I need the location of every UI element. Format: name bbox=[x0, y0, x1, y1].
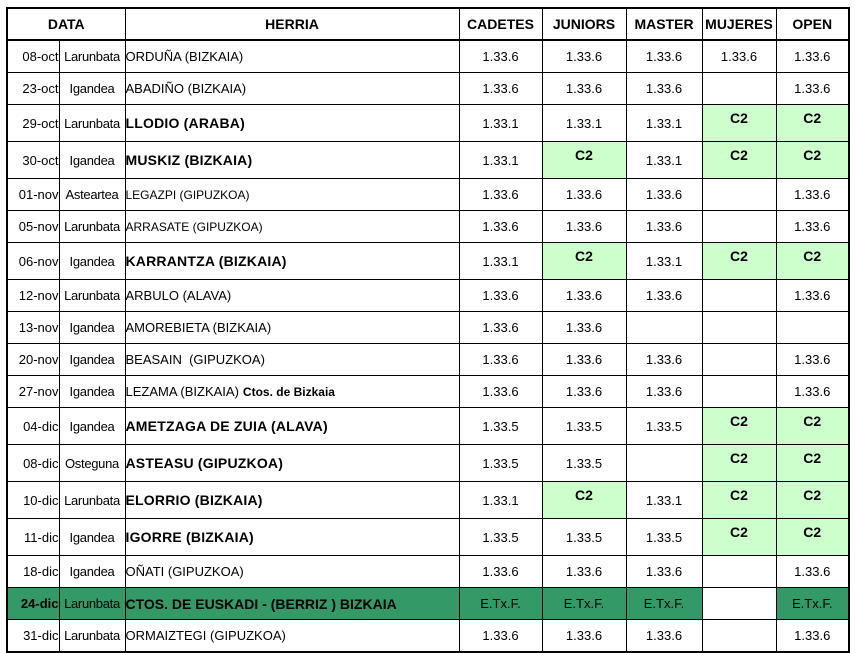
mujeres-cell: C2 bbox=[702, 445, 776, 482]
juniors-cell: 1.33.6 bbox=[542, 179, 626, 211]
juniors-cell: 1.33.6 bbox=[542, 556, 626, 588]
mujeres-cell: C2 bbox=[702, 519, 776, 556]
juniors-cell: 1.33.5 bbox=[542, 519, 626, 556]
open-cell: C2 bbox=[776, 243, 849, 280]
table-row bbox=[7, 344, 849, 376]
location-cell bbox=[125, 211, 459, 243]
location-name: ABADIÑO (BIZKAIA) bbox=[125, 81, 247, 96]
master-cell: 1.33.6 bbox=[626, 40, 702, 73]
master-cell bbox=[626, 312, 702, 344]
open-cell: 1.33.6 bbox=[776, 376, 849, 408]
weekday-cell: Igandea bbox=[59, 73, 125, 105]
location-cell bbox=[125, 142, 459, 179]
table-row bbox=[7, 445, 849, 482]
juniors-cell: 1.33.1 bbox=[542, 105, 626, 142]
location-name: ASTEASU (GIPUZKOA) bbox=[125, 455, 284, 471]
location-cell bbox=[125, 73, 459, 105]
table-row bbox=[7, 376, 849, 408]
juniors-cell: 1.33.6 bbox=[542, 73, 626, 105]
header-cadetes: CADETES bbox=[459, 8, 542, 40]
open-cell: 1.33.6 bbox=[776, 344, 849, 376]
cadetes-cell: 1.33.6 bbox=[459, 280, 542, 312]
master-cell: 1.33.6 bbox=[626, 556, 702, 588]
open-cell: C2 bbox=[776, 105, 849, 142]
master-cell: 1.33.5 bbox=[626, 408, 702, 445]
weekday-cell: Larunbata bbox=[59, 105, 125, 142]
location-name: BEASAIN (GIPUZKOA) bbox=[125, 352, 265, 367]
open-cell: C2 bbox=[776, 482, 849, 519]
date-cell: 12-nov bbox=[7, 280, 59, 312]
mujeres-cell: 1.33.6 bbox=[702, 40, 776, 73]
location-cell bbox=[125, 312, 459, 344]
date-cell: 20-nov bbox=[7, 344, 59, 376]
table-row bbox=[7, 179, 849, 211]
master-cell: 1.33.6 bbox=[626, 73, 702, 105]
location-cell bbox=[125, 280, 459, 312]
mujeres-cell: C2 bbox=[702, 482, 776, 519]
weekday-cell: Larunbata bbox=[59, 482, 125, 519]
open-cell: 1.33.6 bbox=[776, 556, 849, 588]
mujeres-cell: C2 bbox=[702, 105, 776, 142]
mujeres-cell bbox=[702, 211, 776, 243]
master-cell: 1.33.6 bbox=[626, 620, 702, 653]
mujeres-cell bbox=[702, 588, 776, 620]
header-herria: HERRIA bbox=[125, 8, 459, 40]
location-name: KARRANTZA (BIZKAIA) bbox=[125, 253, 287, 269]
master-cell: 1.33.6 bbox=[626, 280, 702, 312]
table-row bbox=[7, 40, 849, 73]
master-cell: 1.33.1 bbox=[626, 105, 702, 142]
cadetes-cell: 1.33.1 bbox=[459, 142, 542, 179]
juniors-cell: 1.33.6 bbox=[542, 376, 626, 408]
open-cell: 1.33.6 bbox=[776, 620, 849, 653]
weekday-cell: Igandea bbox=[59, 243, 125, 280]
weekday-cell: Larunbata bbox=[59, 211, 125, 243]
header-row bbox=[7, 8, 849, 40]
location-name: ARBULO (ALAVA) bbox=[125, 288, 232, 303]
location-cell bbox=[125, 445, 459, 482]
master-cell: E.Tx.F. bbox=[626, 588, 702, 620]
date-cell: 27-nov bbox=[7, 376, 59, 408]
juniors-cell: E.Tx.F. bbox=[542, 588, 626, 620]
juniors-cell: 1.33.5 bbox=[542, 445, 626, 482]
mujeres-cell bbox=[702, 280, 776, 312]
date-cell: 05-nov bbox=[7, 211, 59, 243]
cadetes-cell: E.Tx.F. bbox=[459, 588, 542, 620]
location-name: ARRASATE (GIPUZKOA) bbox=[125, 219, 263, 234]
location-cell bbox=[125, 588, 459, 620]
cadetes-cell: 1.33.1 bbox=[459, 482, 542, 519]
juniors-cell: 1.33.6 bbox=[542, 344, 626, 376]
header-juniors: JUNIORS bbox=[542, 8, 626, 40]
juniors-cell: C2 bbox=[542, 243, 626, 280]
location-cell bbox=[125, 408, 459, 445]
location-cell bbox=[125, 376, 459, 408]
table-row-championship bbox=[7, 588, 849, 620]
table-row bbox=[7, 408, 849, 445]
date-cell: 04-dic bbox=[7, 408, 59, 445]
location-name: OÑATI (GIPUZKOA) bbox=[125, 564, 244, 579]
mujeres-cell: C2 bbox=[702, 408, 776, 445]
date-cell: 30-oct bbox=[7, 142, 59, 179]
location-name: ELORRIO (BIZKAIA) bbox=[125, 492, 263, 508]
date-cell: 06-nov bbox=[7, 243, 59, 280]
cadetes-cell: 1.33.6 bbox=[459, 211, 542, 243]
date-cell: 13-nov bbox=[7, 312, 59, 344]
open-cell bbox=[776, 312, 849, 344]
weekday-cell: Osteguna bbox=[59, 445, 125, 482]
weekday-cell: Larunbata bbox=[59, 280, 125, 312]
race-calendar-table bbox=[6, 7, 850, 653]
master-cell: 1.33.1 bbox=[626, 243, 702, 280]
header-open: OPEN bbox=[776, 8, 849, 40]
cadetes-cell: 1.33.1 bbox=[459, 243, 542, 280]
location-cell bbox=[125, 179, 459, 211]
open-cell: C2 bbox=[776, 142, 849, 179]
location-cell bbox=[125, 556, 459, 588]
table-row bbox=[7, 519, 849, 556]
location-name: CTOS. DE EUSKADI - (BERRIZ ) BIZKAIA bbox=[125, 595, 397, 612]
cadetes-cell: 1.33.6 bbox=[459, 312, 542, 344]
location-name: IGORRE (BIZKAIA) bbox=[125, 529, 254, 545]
open-cell: 1.33.6 bbox=[776, 73, 849, 105]
master-cell: 1.33.6 bbox=[626, 376, 702, 408]
weekday-cell: Igandea bbox=[59, 408, 125, 445]
table-row bbox=[7, 312, 849, 344]
open-cell: C2 bbox=[776, 445, 849, 482]
location-name: LLODIO (ARABA) bbox=[125, 115, 245, 131]
location-cell bbox=[125, 243, 459, 280]
mujeres-cell bbox=[702, 312, 776, 344]
juniors-cell: 1.33.6 bbox=[542, 40, 626, 73]
location-cell bbox=[125, 105, 459, 142]
open-cell: 1.33.6 bbox=[776, 211, 849, 243]
master-cell: 1.33.6 bbox=[626, 211, 702, 243]
date-cell: 11-dic bbox=[7, 519, 59, 556]
juniors-cell: C2 bbox=[542, 482, 626, 519]
location-name: AMETZAGA DE ZUIA (ALAVA) bbox=[125, 418, 328, 434]
header-data: DATA bbox=[7, 8, 125, 40]
location-name: AMOREBIETA (BIZKAIA) bbox=[125, 320, 272, 335]
master-cell: 1.33.1 bbox=[626, 482, 702, 519]
open-cell: E.Tx.F. bbox=[776, 588, 849, 620]
weekday-cell: Larunbata bbox=[59, 588, 125, 620]
location-name: LEZAMA (BIZKAIA) bbox=[125, 384, 239, 399]
location-name: ORDUÑA (BIZKAIA) bbox=[125, 49, 244, 64]
open-cell: 1.33.6 bbox=[776, 179, 849, 211]
table-row bbox=[7, 142, 849, 179]
open-cell: C2 bbox=[776, 519, 849, 556]
cadetes-cell: 1.33.1 bbox=[459, 105, 542, 142]
open-cell: 1.33.6 bbox=[776, 280, 849, 312]
mujeres-cell: C2 bbox=[702, 243, 776, 280]
location-cell bbox=[125, 620, 459, 653]
cadetes-cell: 1.33.6 bbox=[459, 556, 542, 588]
location-name: LEGAZPI (GIPUZKOA) bbox=[125, 187, 250, 202]
cadetes-cell: 1.33.5 bbox=[459, 445, 542, 482]
date-cell: 31-dic bbox=[7, 620, 59, 653]
mujeres-cell: C2 bbox=[702, 142, 776, 179]
juniors-cell: 1.33.6 bbox=[542, 280, 626, 312]
weekday-cell: Igandea bbox=[59, 344, 125, 376]
table-row bbox=[7, 280, 849, 312]
date-cell: 18-dic bbox=[7, 556, 59, 588]
master-cell bbox=[626, 445, 702, 482]
weekday-cell: Asteartea bbox=[59, 179, 125, 211]
juniors-cell: C2 bbox=[542, 142, 626, 179]
juniors-cell: 1.33.6 bbox=[542, 312, 626, 344]
cadetes-cell: 1.33.6 bbox=[459, 620, 542, 653]
date-cell: 01-nov bbox=[7, 179, 59, 211]
master-cell: 1.33.6 bbox=[626, 179, 702, 211]
cadetes-cell: 1.33.5 bbox=[459, 519, 542, 556]
master-cell: 1.33.6 bbox=[626, 344, 702, 376]
location-name: MUSKIZ (BIZKAIA) bbox=[125, 152, 253, 168]
location-cell bbox=[125, 40, 459, 73]
location-name: ORMAIZTEGI (GIPUZKOA) bbox=[125, 628, 286, 643]
weekday-cell: Larunbata bbox=[59, 40, 125, 73]
weekday-cell: Igandea bbox=[59, 376, 125, 408]
date-cell: 23-oct bbox=[7, 73, 59, 105]
weekday-cell: Larunbata bbox=[59, 620, 125, 653]
cadetes-cell: 1.33.6 bbox=[459, 376, 542, 408]
mujeres-cell bbox=[702, 344, 776, 376]
juniors-cell: 1.33.5 bbox=[542, 408, 626, 445]
cadetes-cell: 1.33.5 bbox=[459, 408, 542, 445]
juniors-cell: 1.33.6 bbox=[542, 620, 626, 653]
table-row bbox=[7, 211, 849, 243]
date-cell: 10-dic bbox=[7, 482, 59, 519]
open-cell: 1.33.6 bbox=[776, 40, 849, 73]
location-cell bbox=[125, 344, 459, 376]
weekday-cell: Igandea bbox=[59, 312, 125, 344]
date-cell: 24-dic bbox=[7, 588, 59, 620]
mujeres-cell bbox=[702, 556, 776, 588]
master-cell: 1.33.1 bbox=[626, 142, 702, 179]
cadetes-cell: 1.33.6 bbox=[459, 344, 542, 376]
table-row bbox=[7, 105, 849, 142]
cadetes-cell: 1.33.6 bbox=[459, 73, 542, 105]
date-cell: 29-oct bbox=[7, 105, 59, 142]
mujeres-cell bbox=[702, 73, 776, 105]
cadetes-cell: 1.33.6 bbox=[459, 179, 542, 211]
mujeres-cell bbox=[702, 376, 776, 408]
location-cell bbox=[125, 519, 459, 556]
weekday-cell: Igandea bbox=[59, 556, 125, 588]
location-cell bbox=[125, 482, 459, 519]
championship-note: Ctos. de Bizkaia bbox=[242, 385, 335, 399]
master-cell: 1.33.5 bbox=[626, 519, 702, 556]
weekday-cell: Igandea bbox=[59, 142, 125, 179]
table-row bbox=[7, 243, 849, 280]
header-master: MASTER bbox=[626, 8, 702, 40]
cadetes-cell: 1.33.6 bbox=[459, 40, 542, 73]
table-row bbox=[7, 620, 849, 653]
date-cell: 08-dic bbox=[7, 445, 59, 482]
weekday-cell: Igandea bbox=[59, 519, 125, 556]
date-cell: 08-oct bbox=[7, 40, 59, 73]
mujeres-cell bbox=[702, 620, 776, 653]
open-cell: C2 bbox=[776, 408, 849, 445]
table-row bbox=[7, 73, 849, 105]
table-row bbox=[7, 482, 849, 519]
header-mujeres: MUJERES bbox=[702, 8, 776, 40]
table-row bbox=[7, 556, 849, 588]
juniors-cell: 1.33.6 bbox=[542, 211, 626, 243]
mujeres-cell bbox=[702, 179, 776, 211]
